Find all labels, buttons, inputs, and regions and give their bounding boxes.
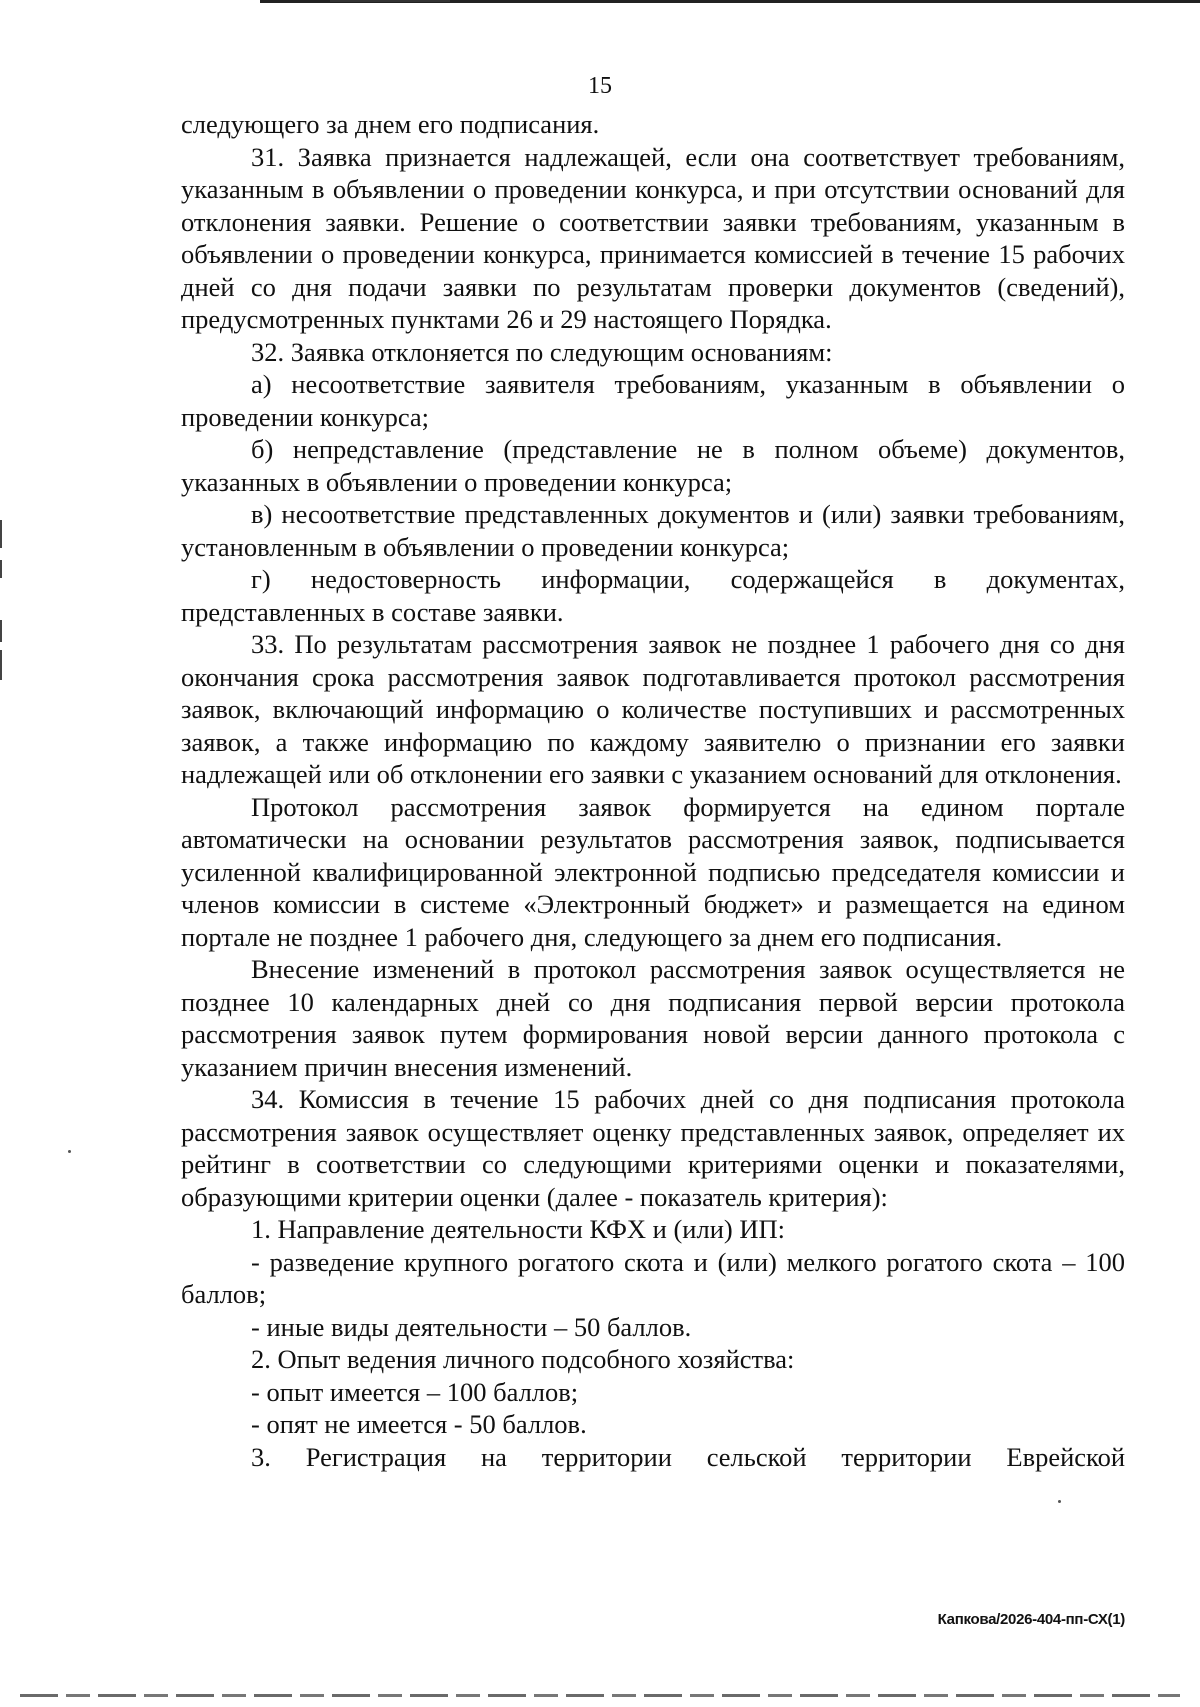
page-number: 15 [588,73,612,99]
document-code: Капкова/2026-404-пп-СХ(1) [937,1611,1125,1628]
scan-edge-top-fragment [330,0,450,2]
paragraph: а) несоответствие заявителя требованиям, указанным в объявлении о проведении конкурса; [181,369,1125,432]
paragraph: 32. Заявка отклоняется по следующим основаниям: [251,336,833,367]
paragraph: следующего за днем его подписания. [181,109,600,139]
scan-margin-mark [0,560,2,578]
scan-edge-bottom [20,1694,1180,1697]
paragraph: - иные виды деятельности – 50 баллов. [251,1311,692,1342]
paragraph: 31. Заявка признается надлежащей, если она соответствует требованиям, указанным в объявлении о проведении конкурса, и при отсутствии оснований для отклонения заявки. Решение о соответствии заявки требованиям, указанным в объявлении о проведении конкурса, принимается комиссией в течение 15 рабочих дней со дня подачи заявки по результатам проверки документов (сведений), предусмотренных пунктами 26 и 29 настоящего Порядка. [181,141,1125,334]
paragraph: г) недостоверность информации, содержащейся в документах, представленных в составе заявки. [181,564,1125,627]
paragraph: - опят не имеется - 50 баллов. [251,1409,587,1439]
paragraph: - опыт имеется – 100 баллов; [251,1376,579,1407]
paragraph: 33. По результатам рассмотрения заявок не позднее 1 рабочего дня со дня окончания срока рассмотрения заявок подготавливается протокол рассмотрения заявок, включающий информацию о количестве поступивших и рассмотренных заявок, а также информацию по каждому заявителю о признании его заявки надлежащей или об отклонении его заявки с указанием оснований для отклонения. [181,629,1125,789]
paragraph: б) непредставление (представление не в полном объеме) документов, указанных в объявлении о проведении конкурса; [181,434,1125,497]
paragraph: - разведение крупного рогатого скота и (или) мелкого рогатого скота – 100 баллов; [181,1246,1125,1309]
paragraph: 1. Направление деятельности КФХ и (или) ИП: [251,1214,785,1244]
paragraph: 2. Опыт ведения личного подсобного хозяйства: [251,1344,795,1374]
scan-speck [1058,1500,1061,1503]
paragraph: 3. Регистрация на территории сельской территории Еврейской [251,1441,1125,1472]
scan-margin-mark [0,620,2,642]
document-body [181,108,1125,1473]
scan-margin-mark [0,650,2,680]
paragraph: Протокол рассмотрения заявок формируется на едином портале автоматически на основании результатов рассмотрения заявок, подписывается усиленной квалифицированной электронной подписью председателя комиссии и членов комиссии в системе «Электронный бюджет» и размещается на едином портале не позднее 1 рабочего дня, следующего за днем его подписания. [181,791,1125,952]
paragraph: 34. Комиссия в течение 15 рабочих дней со дня подписания протокола рассмотрения заявок осуществляет оценку представленных заявок, определяет их рейтинг в соответствии со следующими критериями оценки и показателями, образующими критерии оценки (далее - показатель критерия): [181,1084,1125,1212]
paragraph: Внесение изменений в протокол рассмотрения заявок осуществляется не позднее 10 календарных дней со дня подписания первой версии протокола рассмотрения заявок путем формирования новой версии данного протокола с указанием причин внесения изменений. [181,954,1125,1082]
scan-speck [68,1150,71,1153]
scan-margin-mark [0,520,2,548]
paragraph: в) несоответствие представленных документов и (или) заявки требованиям, установленным в объявлении о проведении конкурса; [181,499,1125,562]
